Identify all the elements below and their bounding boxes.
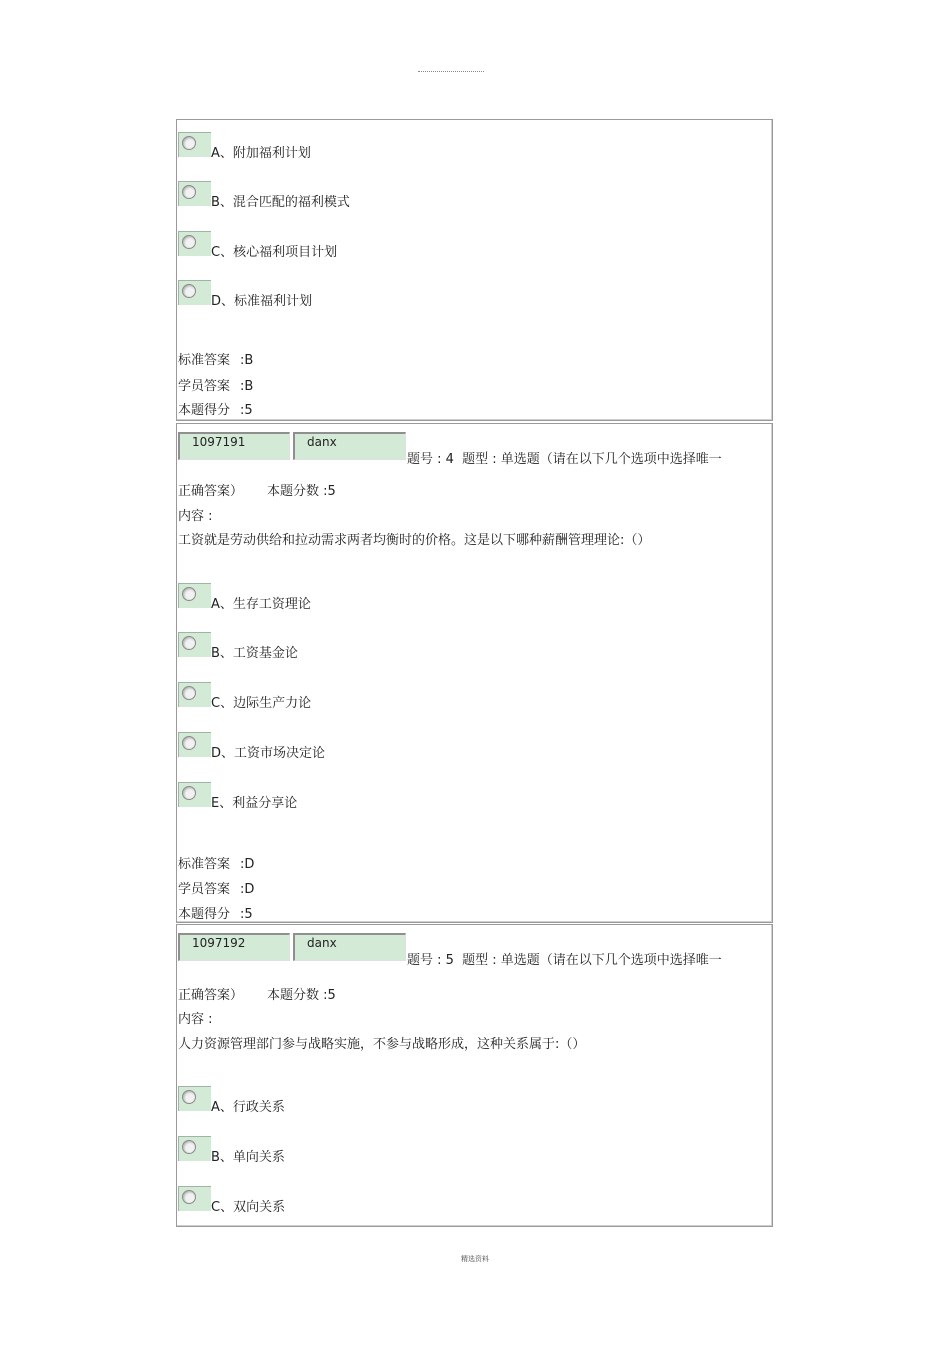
- radio-circle-icon: [182, 636, 196, 650]
- question-header: 题号 : 4 题型 : 单选题（请在以下几个选项中选择唯一: [407, 452, 722, 467]
- question-panel-5: [176, 924, 773, 1227]
- radio-circle-icon: [182, 235, 196, 249]
- option-label: C、边际生产力论: [211, 696, 312, 711]
- radio-button[interactable]: [178, 132, 211, 157]
- option-label: C、核心福利项目计划: [211, 245, 338, 260]
- question-type-code-field[interactable]: danx: [293, 432, 406, 460]
- radio-circle-icon: [182, 786, 196, 800]
- footer-text: 精选资料: [461, 1255, 489, 1263]
- radio-circle-icon: [182, 736, 196, 750]
- standard-answer: 标准答案 :D: [178, 857, 255, 872]
- option-label: A、生存工资理论: [211, 597, 311, 612]
- question-header: 题号 : 5 题型 : 单选题（请在以下几个选项中选择唯一: [407, 953, 722, 968]
- radio-button[interactable]: [178, 682, 211, 707]
- option-label: C、双向关系: [211, 1200, 286, 1215]
- question-type-code-field[interactable]: danx: [293, 933, 406, 961]
- question-content: 人力资源管理部门参与战略实施，不参与战略形成，这种关系属于:（）: [178, 1037, 586, 1052]
- option-label: B、工资基金论: [211, 646, 298, 661]
- question-panel-3: [176, 119, 773, 421]
- radio-button[interactable]: [178, 732, 211, 757]
- radio-button[interactable]: [178, 181, 211, 206]
- radio-circle-icon: [182, 686, 196, 700]
- radio-circle-icon: [182, 1190, 196, 1204]
- radio-button[interactable]: [178, 231, 211, 256]
- student-answer: 学员答案 :D: [178, 882, 255, 897]
- student-answer: 学员答案 :B: [178, 379, 254, 394]
- standard-answer: 标准答案 :B: [178, 353, 254, 368]
- radio-circle-icon: [182, 1090, 196, 1104]
- question-type-cont: 正确答案） 本题分数 :5: [178, 988, 336, 1003]
- option-label: B、单向关系: [211, 1150, 285, 1165]
- question-id-field[interactable]: 1097192: [178, 933, 290, 961]
- question-id-field[interactable]: 1097191: [178, 432, 290, 460]
- question-content: 工资就是劳动供给和拉动需求两者均衡时的价格。这是以下哪种薪酬管理理论:（）: [178, 533, 651, 548]
- question-score: 本题得分 :5: [178, 403, 253, 418]
- option-label: B、混合匹配的福利模式: [211, 195, 350, 210]
- radio-button[interactable]: [178, 1136, 211, 1161]
- question-type-cont: 正确答案） 本题分数 :5: [178, 484, 336, 499]
- radio-button[interactable]: [178, 1086, 211, 1111]
- option-label: D、标准福利计划: [211, 294, 313, 309]
- radio-button[interactable]: [178, 632, 211, 657]
- radio-circle-icon: [182, 284, 196, 298]
- radio-button[interactable]: [178, 583, 211, 608]
- header-rule: [418, 71, 484, 72]
- radio-button[interactable]: [178, 1186, 211, 1211]
- option-label: A、附加福利计划: [211, 146, 311, 161]
- radio-circle-icon: [182, 587, 196, 601]
- radio-circle-icon: [182, 136, 196, 150]
- content-label: 内容 :: [178, 509, 213, 524]
- question-score: 本题得分 :5: [178, 907, 253, 922]
- radio-circle-icon: [182, 1140, 196, 1154]
- question-panel-4: [176, 423, 773, 923]
- radio-circle-icon: [182, 185, 196, 199]
- radio-button[interactable]: [178, 280, 211, 305]
- radio-button[interactable]: [178, 782, 211, 807]
- content-label: 内容 :: [178, 1012, 213, 1027]
- option-label: E、利益分享论: [211, 796, 298, 811]
- option-label: A、行政关系: [211, 1100, 285, 1115]
- option-label: D、工资市场决定论: [211, 746, 326, 761]
